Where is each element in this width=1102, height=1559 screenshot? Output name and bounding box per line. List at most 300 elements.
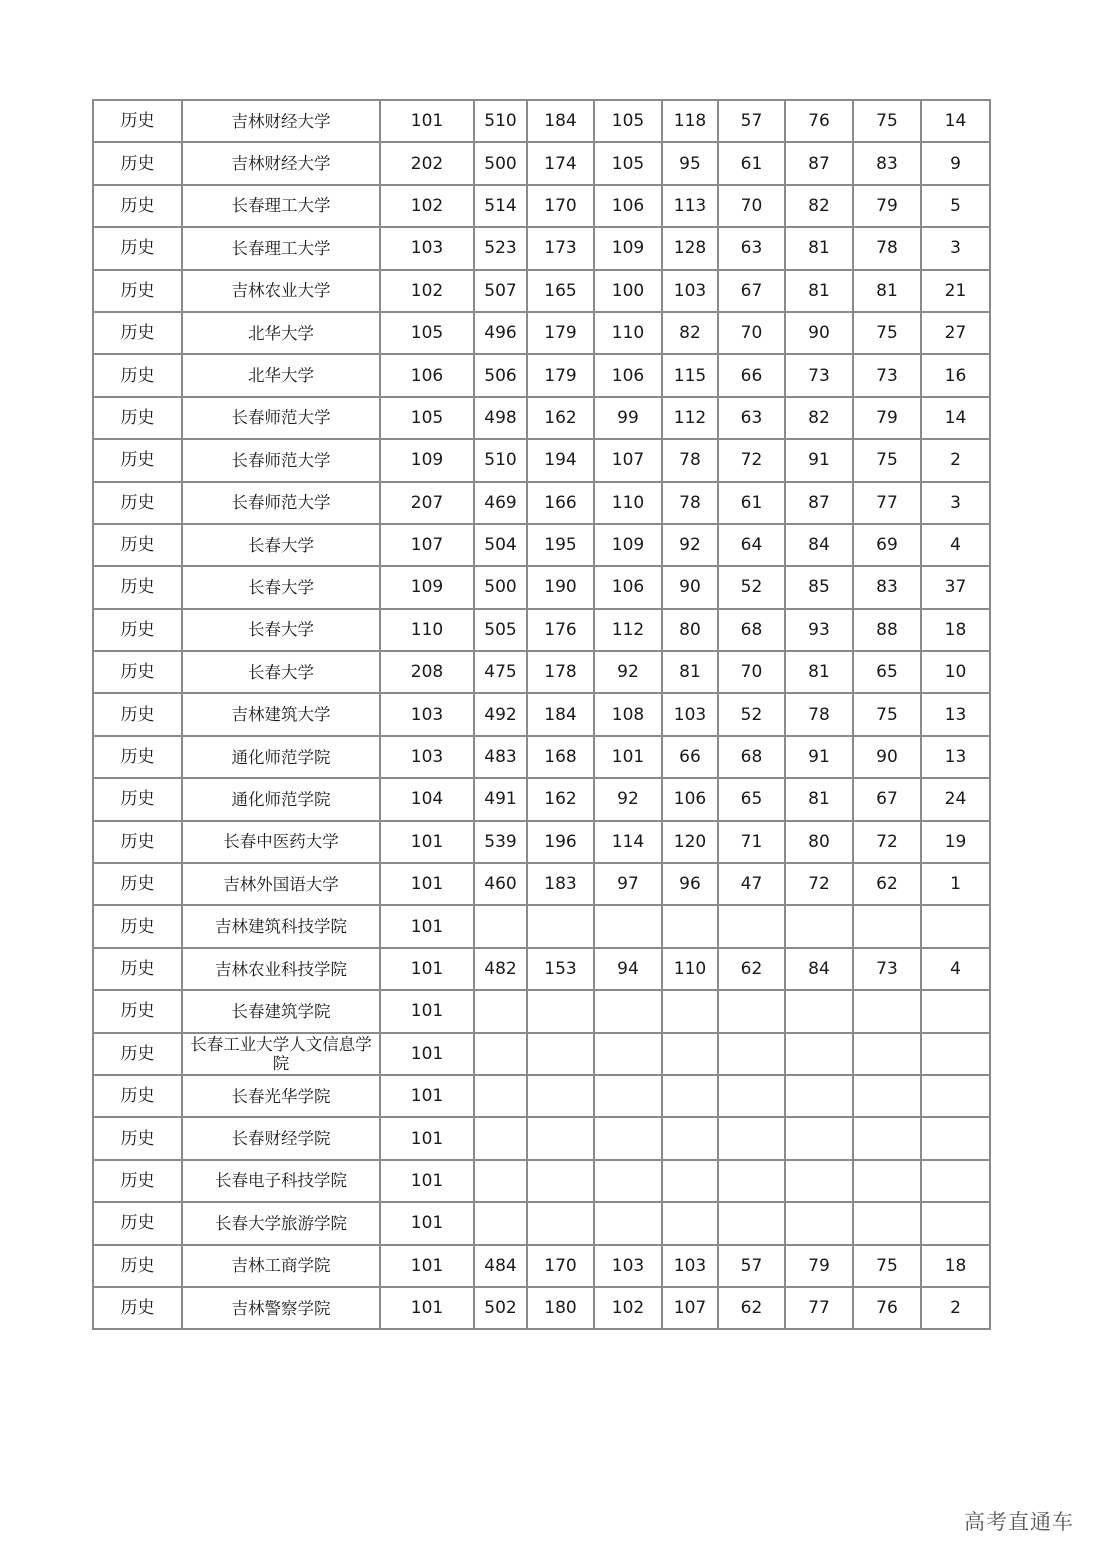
table-row [93,142,990,184]
subject-score-a-cell: 103 [594,1245,662,1287]
subject-score-a-cell [594,990,662,1032]
subject-score-c-cell: 63 [718,227,785,269]
major-group-cell: 101 [380,1033,474,1075]
rank-count-cell: 18 [921,609,990,651]
rank-count-cell: 3 [921,482,990,524]
school-name-cell: 长春大学 [182,651,380,693]
subject-score-c-cell [718,905,785,947]
subject-score-b-cell: 81 [662,651,718,693]
subject-score-c-cell: 66 [718,354,785,396]
subject-score-e-cell: 73 [853,354,921,396]
subject-score-b-cell: 128 [662,227,718,269]
subject-score-a-cell: 109 [594,227,662,269]
major-group-cell: 103 [380,693,474,735]
subject-score-a-cell [594,905,662,947]
major-group-cell: 208 [380,651,474,693]
school-name-cell: 长春大学 [182,524,380,566]
min-score-cell: 484 [474,1245,527,1287]
subject-score-b-cell: 80 [662,609,718,651]
subject-score-d-cell: 87 [785,482,853,524]
school-name-cell: 吉林农业大学 [182,270,380,312]
subject-cell: 历史 [93,312,182,354]
subject-score-d-cell: 90 [785,312,853,354]
subject-score-e-cell: 79 [853,185,921,227]
subject-score-e-cell: 65 [853,651,921,693]
table-row [93,863,990,905]
school-name-cell: 吉林农业科技学院 [182,948,380,990]
subject-score-c-cell: 57 [718,100,785,142]
subject-score-c-cell: 47 [718,863,785,905]
subject-cell: 历史 [93,439,182,481]
major-group-cell: 101 [380,1245,474,1287]
table-row [93,778,990,820]
subject-score-e-cell [853,1117,921,1159]
subject-score-b-cell [662,1117,718,1159]
subject-score-c-cell: 70 [718,312,785,354]
admission-score-table [92,99,991,1330]
school-name-cell: 吉林工商学院 [182,1245,380,1287]
min-score-cell: 505 [474,609,527,651]
table-row [93,905,990,947]
subject-score-a-cell [594,1117,662,1159]
subject-score-e-cell: 75 [853,1245,921,1287]
chinese-math-cell: 179 [527,312,594,354]
table-row [93,354,990,396]
table-row [93,566,990,608]
subject-cell: 历史 [93,1202,182,1244]
subject-score-c-cell [718,1075,785,1117]
subject-score-d-cell: 81 [785,651,853,693]
major-group-cell: 101 [380,990,474,1032]
major-group-cell: 103 [380,227,474,269]
major-group-cell: 104 [380,778,474,820]
subject-cell: 历史 [93,778,182,820]
school-name-cell: 长春师范大学 [182,397,380,439]
min-score-cell: 483 [474,736,527,778]
subject-score-b-cell: 107 [662,1287,718,1329]
rank-count-cell: 9 [921,142,990,184]
subject-score-a-cell: 114 [594,821,662,863]
subject-score-a-cell: 108 [594,693,662,735]
subject-score-a-cell: 112 [594,609,662,651]
chinese-math-cell: 179 [527,354,594,396]
chinese-math-cell: 165 [527,270,594,312]
subject-cell: 历史 [93,1245,182,1287]
rank-count-cell: 4 [921,948,990,990]
subject-cell: 历史 [93,227,182,269]
subject-score-b-cell: 118 [662,100,718,142]
subject-score-b-cell [662,1075,718,1117]
subject-score-e-cell [853,990,921,1032]
subject-score-c-cell: 52 [718,566,785,608]
subject-score-a-cell: 107 [594,439,662,481]
min-score-cell [474,1202,527,1244]
major-group-cell: 101 [380,1075,474,1117]
subject-score-b-cell: 113 [662,185,718,227]
major-group-cell: 202 [380,142,474,184]
school-name-cell: 长春光华学院 [182,1075,380,1117]
chinese-math-cell: 168 [527,736,594,778]
min-score-cell [474,1160,527,1202]
subject-score-b-cell: 90 [662,566,718,608]
table-row [93,185,990,227]
table-row [93,736,990,778]
subject-cell: 历史 [93,990,182,1032]
min-score-cell: 510 [474,439,527,481]
major-group-cell: 101 [380,1117,474,1159]
subject-cell: 历史 [93,354,182,396]
subject-score-e-cell: 67 [853,778,921,820]
subject-score-e-cell [853,1160,921,1202]
subject-cell: 历史 [93,693,182,735]
subject-score-a-cell: 97 [594,863,662,905]
subject-score-d-cell [785,1117,853,1159]
rank-count-cell: 19 [921,821,990,863]
school-name-cell: 吉林外国语大学 [182,863,380,905]
rank-count-cell: 18 [921,1245,990,1287]
subject-score-c-cell: 71 [718,821,785,863]
subject-score-b-cell: 78 [662,482,718,524]
subject-score-a-cell: 100 [594,270,662,312]
subject-score-d-cell: 84 [785,948,853,990]
table-row [93,1245,990,1287]
subject-score-a-cell: 92 [594,778,662,820]
subject-score-b-cell: 103 [662,1245,718,1287]
subject-cell: 历史 [93,1117,182,1159]
subject-cell: 历史 [93,905,182,947]
rank-count-cell: 14 [921,397,990,439]
subject-cell: 历史 [93,863,182,905]
subject-score-b-cell: 110 [662,948,718,990]
subject-score-e-cell: 78 [853,227,921,269]
subject-score-d-cell: 80 [785,821,853,863]
school-name-cell: 吉林财经大学 [182,100,380,142]
subject-score-b-cell: 96 [662,863,718,905]
major-group-cell: 102 [380,185,474,227]
subject-score-a-cell: 105 [594,100,662,142]
rank-count-cell: 14 [921,100,990,142]
subject-score-a-cell: 99 [594,397,662,439]
school-name-cell: 长春理工大学 [182,185,380,227]
min-score-cell: 500 [474,142,527,184]
subject-score-b-cell [662,1202,718,1244]
table-row [93,227,990,269]
school-name-cell: 长春理工大学 [182,227,380,269]
subject-score-e-cell: 75 [853,100,921,142]
min-score-cell: 492 [474,693,527,735]
min-score-cell: 482 [474,948,527,990]
subject-score-d-cell: 85 [785,566,853,608]
subject-cell: 历史 [93,651,182,693]
subject-score-c-cell: 61 [718,142,785,184]
subject-score-d-cell: 77 [785,1287,853,1329]
major-group-cell: 101 [380,863,474,905]
min-score-cell: 504 [474,524,527,566]
subject-score-d-cell: 91 [785,439,853,481]
min-score-cell [474,990,527,1032]
subject-score-d-cell: 81 [785,778,853,820]
major-group-cell: 101 [380,821,474,863]
subject-score-d-cell [785,1033,853,1075]
subject-score-b-cell [662,990,718,1032]
chinese-math-cell: 170 [527,1245,594,1287]
chinese-math-cell: 196 [527,821,594,863]
rank-count-cell: 37 [921,566,990,608]
rank-count-cell [921,990,990,1032]
subject-score-d-cell: 78 [785,693,853,735]
table-row [93,312,990,354]
school-name-cell: 长春师范大学 [182,439,380,481]
table-row [93,439,990,481]
min-score-cell: 506 [474,354,527,396]
subject-score-c-cell: 64 [718,524,785,566]
subject-score-e-cell: 83 [853,566,921,608]
subject-score-d-cell: 91 [785,736,853,778]
min-score-cell: 496 [474,312,527,354]
major-group-cell: 101 [380,948,474,990]
chinese-math-cell: 162 [527,778,594,820]
subject-score-e-cell: 79 [853,397,921,439]
subject-score-e-cell [853,1075,921,1117]
chinese-math-cell [527,1117,594,1159]
subject-score-c-cell [718,1202,785,1244]
subject-score-b-cell: 95 [662,142,718,184]
chinese-math-cell: 174 [527,142,594,184]
chinese-math-cell: 184 [527,100,594,142]
table-row [93,693,990,735]
table-row [93,948,990,990]
major-group-cell: 110 [380,609,474,651]
table-row [93,1075,990,1117]
table-row [93,100,990,142]
rank-count-cell: 16 [921,354,990,396]
subject-cell: 历史 [93,1160,182,1202]
subject-score-c-cell: 68 [718,609,785,651]
subject-score-c-cell: 65 [718,778,785,820]
subject-score-e-cell: 77 [853,482,921,524]
rank-count-cell [921,1202,990,1244]
subject-score-b-cell: 120 [662,821,718,863]
major-group-cell: 101 [380,905,474,947]
rank-count-cell: 13 [921,736,990,778]
min-score-cell [474,905,527,947]
subject-score-d-cell [785,905,853,947]
school-name-cell: 长春中医药大学 [182,821,380,863]
chinese-math-cell: 195 [527,524,594,566]
subject-score-e-cell [853,1202,921,1244]
school-name-cell: 长春师范大学 [182,482,380,524]
subject-score-e-cell: 88 [853,609,921,651]
chinese-math-cell: 178 [527,651,594,693]
school-name-cell: 通化师范学院 [182,778,380,820]
subject-score-a-cell: 101 [594,736,662,778]
subject-score-e-cell: 69 [853,524,921,566]
rank-count-cell: 21 [921,270,990,312]
rank-count-cell: 5 [921,185,990,227]
subject-score-b-cell [662,1160,718,1202]
subject-score-c-cell [718,1160,785,1202]
subject-score-c-cell [718,1033,785,1075]
min-score-cell: 502 [474,1287,527,1329]
subject-score-d-cell: 81 [785,227,853,269]
subject-score-a-cell [594,1075,662,1117]
chinese-math-cell: 176 [527,609,594,651]
chinese-math-cell: 170 [527,185,594,227]
major-group-cell: 107 [380,524,474,566]
rank-count-cell [921,1160,990,1202]
school-name-cell: 吉林警察学院 [182,1287,380,1329]
subject-score-a-cell: 106 [594,185,662,227]
major-group-cell: 101 [380,1160,474,1202]
subject-cell: 历史 [93,397,182,439]
subject-cell: 历史 [93,948,182,990]
min-score-cell: 523 [474,227,527,269]
subject-score-d-cell: 72 [785,863,853,905]
min-score-cell: 460 [474,863,527,905]
subject-score-e-cell: 81 [853,270,921,312]
subject-score-b-cell: 115 [662,354,718,396]
min-score-cell: 507 [474,270,527,312]
major-group-cell: 105 [380,397,474,439]
rank-count-cell: 2 [921,1287,990,1329]
subject-score-b-cell: 112 [662,397,718,439]
subject-score-c-cell: 57 [718,1245,785,1287]
major-group-cell: 106 [380,354,474,396]
subject-score-a-cell: 92 [594,651,662,693]
subject-score-d-cell: 82 [785,397,853,439]
subject-score-e-cell: 75 [853,312,921,354]
min-score-cell: 469 [474,482,527,524]
min-score-cell: 498 [474,397,527,439]
subject-score-d-cell [785,1160,853,1202]
subject-score-d-cell: 76 [785,100,853,142]
table-row [93,1287,990,1329]
rank-count-cell: 2 [921,439,990,481]
subject-score-a-cell: 106 [594,354,662,396]
table-row [93,651,990,693]
rank-count-cell [921,905,990,947]
subject-cell: 历史 [93,566,182,608]
subject-cell: 历史 [93,1033,182,1075]
subject-score-a-cell [594,1160,662,1202]
subject-score-a-cell: 110 [594,482,662,524]
subject-cell: 历史 [93,482,182,524]
rank-count-cell [921,1117,990,1159]
rank-count-cell: 10 [921,651,990,693]
rank-count-cell: 4 [921,524,990,566]
school-name-cell: 北华大学 [182,354,380,396]
subject-score-e-cell: 72 [853,821,921,863]
subject-cell: 历史 [93,142,182,184]
major-group-cell: 101 [380,1202,474,1244]
subject-cell: 历史 [93,270,182,312]
subject-score-a-cell: 102 [594,1287,662,1329]
min-score-cell: 514 [474,185,527,227]
subject-score-b-cell: 78 [662,439,718,481]
subject-score-a-cell: 110 [594,312,662,354]
subject-score-b-cell: 82 [662,312,718,354]
subject-cell: 历史 [93,736,182,778]
subject-score-c-cell: 63 [718,397,785,439]
table-row [93,1202,990,1244]
subject-score-b-cell: 103 [662,693,718,735]
subject-score-b-cell: 103 [662,270,718,312]
subject-score-d-cell: 87 [785,142,853,184]
subject-score-e-cell [853,905,921,947]
major-group-cell: 105 [380,312,474,354]
chinese-math-cell: 180 [527,1287,594,1329]
school-name-cell: 长春建筑学院 [182,990,380,1032]
subject-score-d-cell [785,990,853,1032]
major-group-cell: 103 [380,736,474,778]
min-score-cell: 475 [474,651,527,693]
subject-cell: 历史 [93,524,182,566]
school-name-cell: 长春财经学院 [182,1117,380,1159]
subject-cell: 历史 [93,100,182,142]
subject-score-b-cell: 66 [662,736,718,778]
min-score-cell [474,1075,527,1117]
school-name-cell: 长春大学 [182,609,380,651]
subject-score-a-cell: 105 [594,142,662,184]
rank-count-cell: 13 [921,693,990,735]
subject-score-a-cell: 94 [594,948,662,990]
chinese-math-cell: 162 [527,397,594,439]
chinese-math-cell [527,1160,594,1202]
table-row [93,270,990,312]
subject-score-e-cell: 76 [853,1287,921,1329]
rank-count-cell [921,1075,990,1117]
table-row [93,990,990,1032]
min-score-cell: 500 [474,566,527,608]
subject-score-e-cell: 73 [853,948,921,990]
school-name-cell: 长春电子科技学院 [182,1160,380,1202]
subject-cell: 历史 [93,821,182,863]
min-score-cell: 491 [474,778,527,820]
chinese-math-cell [527,1033,594,1075]
major-group-cell: 207 [380,482,474,524]
school-name-cell: 吉林建筑科技学院 [182,905,380,947]
chinese-math-cell [527,990,594,1032]
subject-score-c-cell [718,990,785,1032]
chinese-math-cell [527,1075,594,1117]
chinese-math-cell: 190 [527,566,594,608]
chinese-math-cell: 183 [527,863,594,905]
subject-score-e-cell: 75 [853,439,921,481]
school-name-cell: 长春大学 [182,566,380,608]
subject-score-d-cell: 73 [785,354,853,396]
school-name-cell: 吉林建筑大学 [182,693,380,735]
subject-score-b-cell [662,905,718,947]
major-group-cell: 102 [380,270,474,312]
table-body [93,100,990,1329]
subject-score-e-cell: 90 [853,736,921,778]
table-row [93,821,990,863]
chinese-math-cell [527,1202,594,1244]
major-group-cell: 101 [380,100,474,142]
major-group-cell: 109 [380,439,474,481]
major-group-cell: 101 [380,1287,474,1329]
subject-cell: 历史 [93,1075,182,1117]
rank-count-cell: 1 [921,863,990,905]
subject-score-a-cell: 106 [594,566,662,608]
subject-score-d-cell: 84 [785,524,853,566]
subject-score-b-cell: 106 [662,778,718,820]
table-row [93,1160,990,1202]
subject-score-a-cell: 109 [594,524,662,566]
subject-score-c-cell [718,1117,785,1159]
subject-score-c-cell: 61 [718,482,785,524]
chinese-math-cell: 153 [527,948,594,990]
